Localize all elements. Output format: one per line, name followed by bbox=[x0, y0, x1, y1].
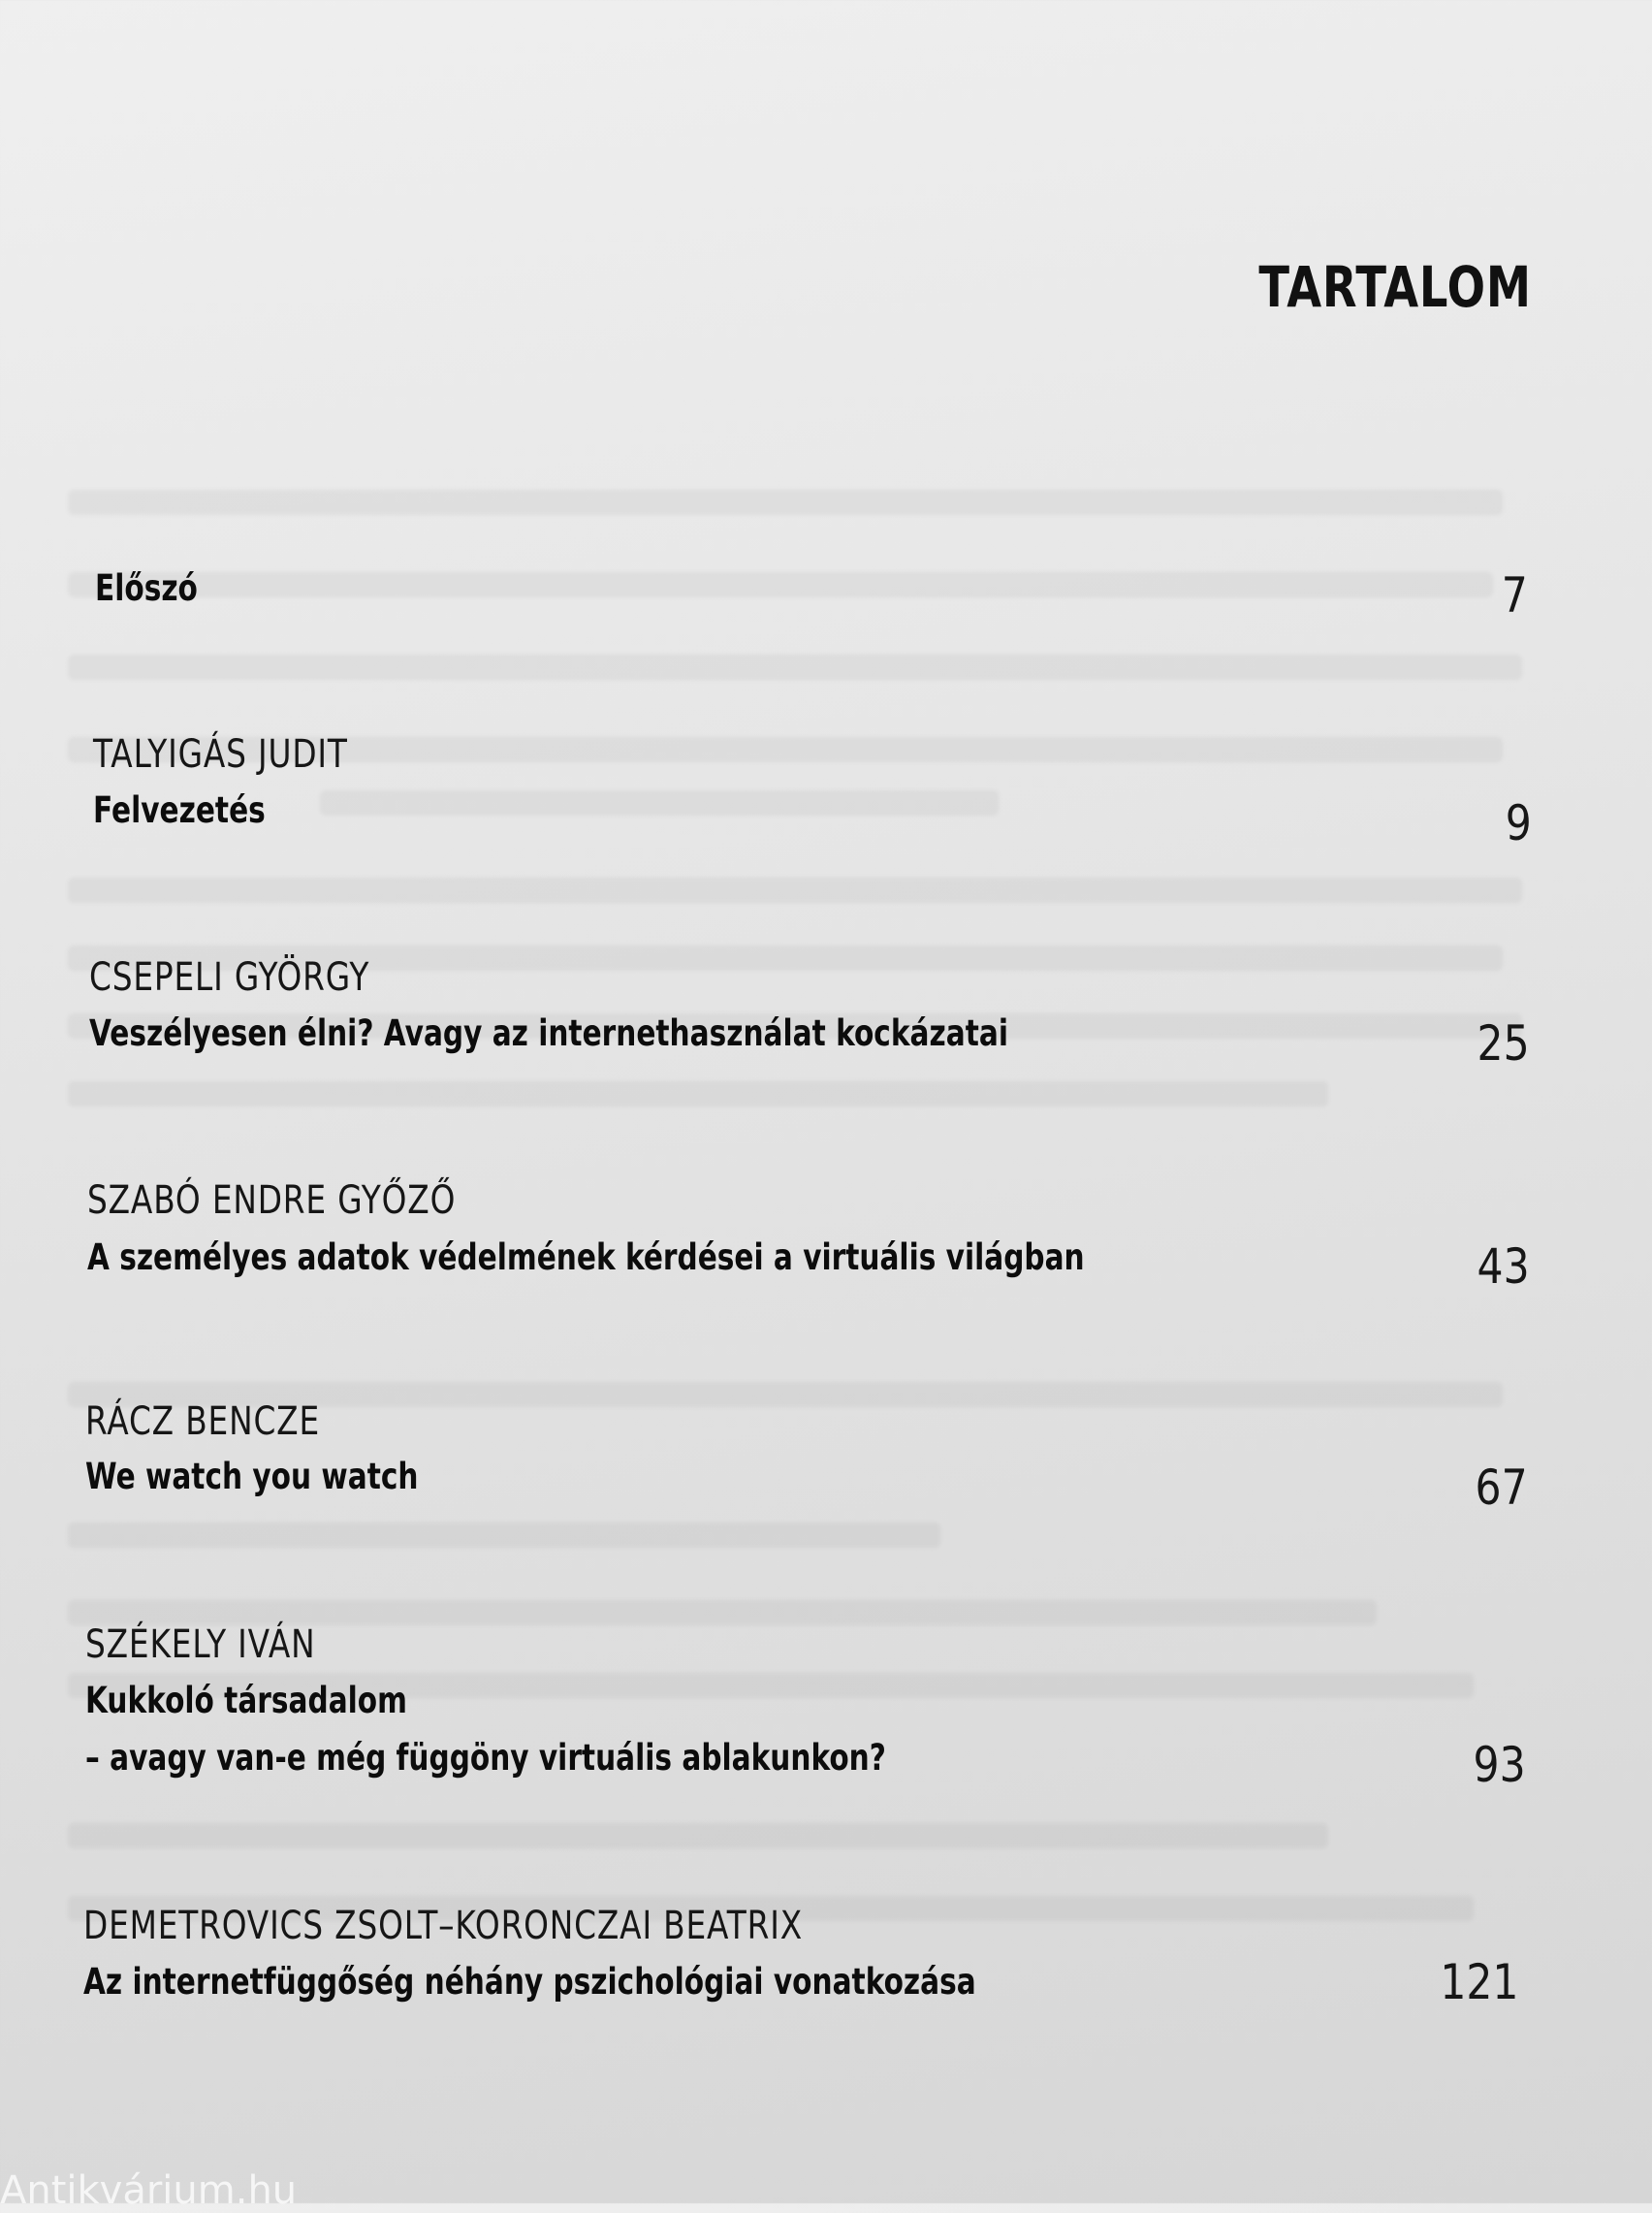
toc-entry-author: CSEPELI GYÖRGY bbox=[89, 955, 370, 1000]
toc-entry-author: RÁCZ BENCZE bbox=[85, 1399, 321, 1444]
show-through-line bbox=[68, 1081, 1328, 1106]
toc-entry-title: Veszélyesen élni? Avagy az internethasználat kockázatai bbox=[89, 1012, 1008, 1054]
show-through-line bbox=[68, 878, 1522, 903]
toc-entry-page-number: 25 bbox=[1477, 1015, 1530, 1072]
show-through-line bbox=[68, 490, 1503, 515]
toc-entry-title: Kukkoló társadalom bbox=[85, 1680, 407, 1721]
toc-entry-page-number: 43 bbox=[1477, 1238, 1530, 1295]
toc-entry-title: We watch you watch bbox=[85, 1456, 419, 1497]
watermark: Antikvárium.hu bbox=[0, 2168, 298, 2213]
toc-entry-page-number: 93 bbox=[1473, 1737, 1526, 1793]
show-through-line bbox=[68, 1523, 940, 1548]
toc-entry-page-number: 9 bbox=[1505, 795, 1532, 851]
toc-entry-title: Az internetfüggőség néhány pszichológiai vonatkozása bbox=[83, 1961, 976, 2003]
toc-entry-author: TALYIGÁS JUDIT bbox=[93, 732, 348, 777]
toc-entry-author: DEMETROVICS ZSOLT–KORONCZAI BEATRIX bbox=[83, 1904, 804, 1948]
toc-entry-title-continuation: – avagy van-e még függöny virtuális ablakunkon? bbox=[85, 1737, 886, 1779]
show-through-line bbox=[68, 572, 1493, 597]
show-through-line bbox=[68, 655, 1522, 680]
toc-entry-title: Előszó bbox=[95, 567, 198, 609]
page-title: TARTALOM bbox=[1258, 254, 1532, 320]
show-through-line bbox=[320, 790, 999, 816]
show-through-line bbox=[68, 1823, 1328, 1848]
toc-entry-page-number: 121 bbox=[1439, 1954, 1518, 2010]
toc-entry-title: A személyes adatok védelmének kérdései a virtuális világban bbox=[87, 1236, 1085, 1278]
toc-entry-page-number: 7 bbox=[1501, 567, 1528, 624]
toc-entry-author: SZABÓ ENDRE GYŐZŐ bbox=[87, 1178, 457, 1223]
toc-entry-author: SZÉKELY IVÁN bbox=[85, 1622, 316, 1667]
toc-entry-page-number: 67 bbox=[1475, 1459, 1528, 1516]
toc-entry-title: Felvezetés bbox=[93, 789, 266, 831]
